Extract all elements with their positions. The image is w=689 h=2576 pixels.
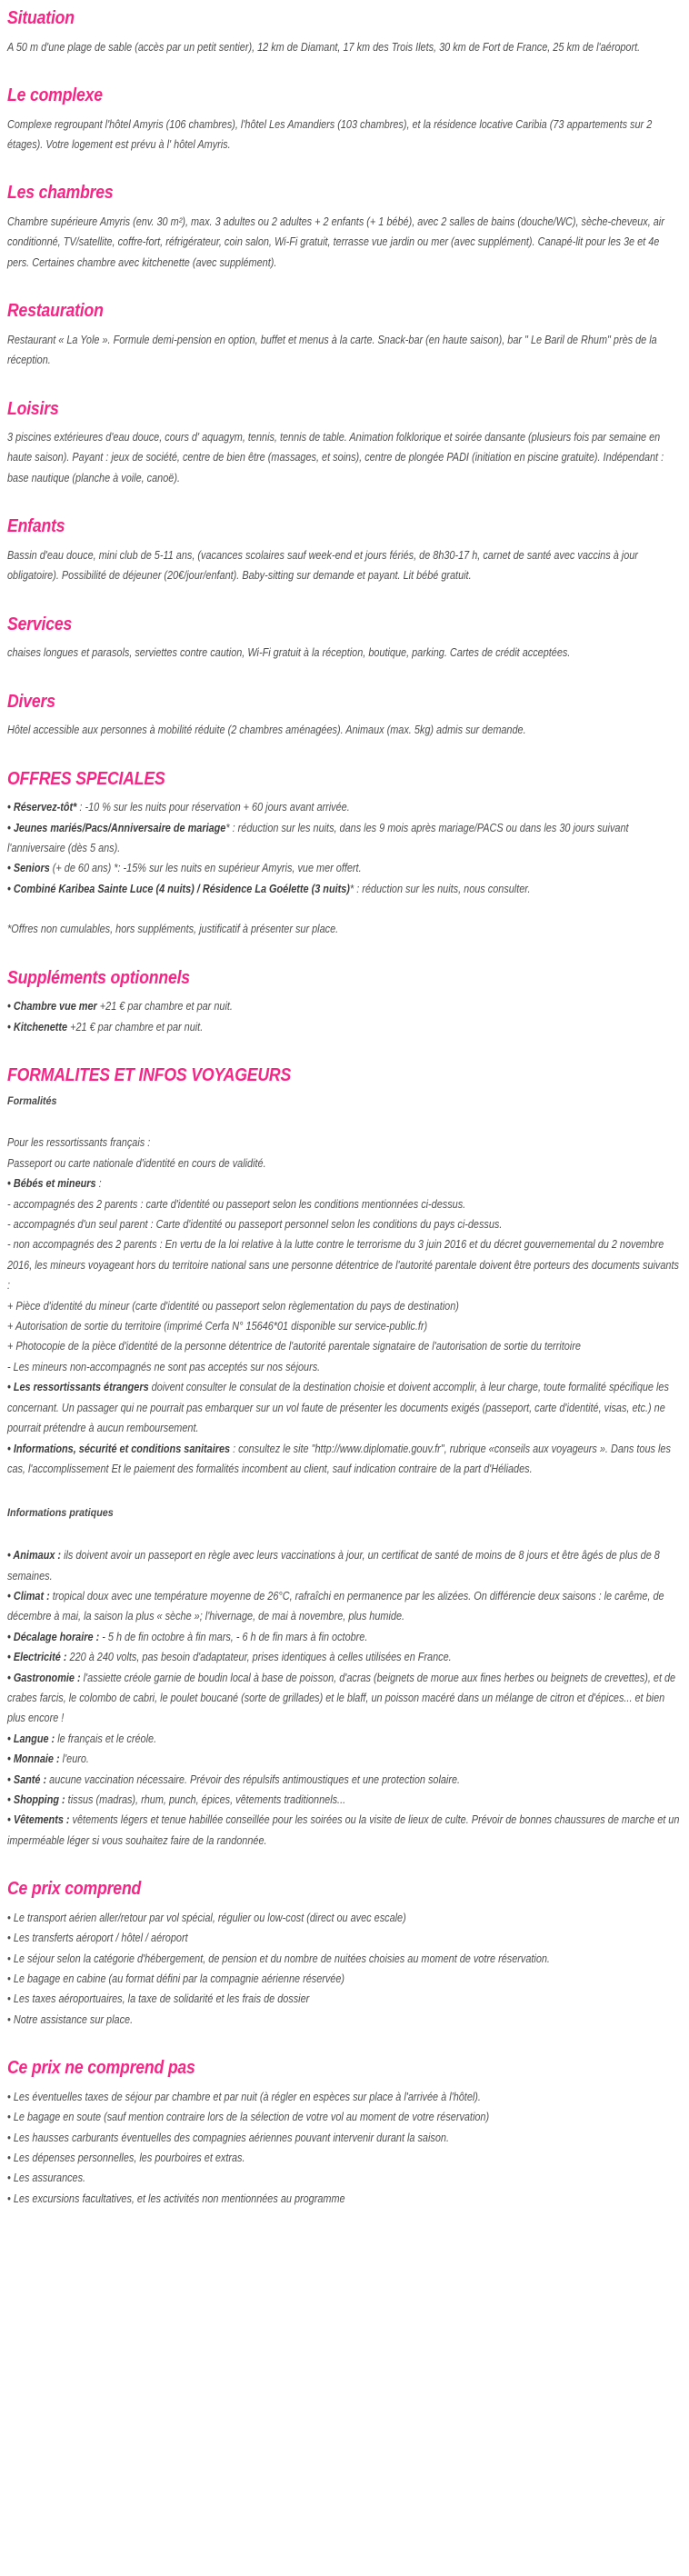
section-title-loisirs: Loisirs (7, 397, 59, 419)
prix-comprend-item: • Le bagage en cabine (au format défini par la compagnie aérienne réservée) (7, 1972, 345, 1986)
prix-comprend-item: • Le séjour selon la catégorie d'hébergement, de pension et du nombre de nuitées choisies au moment de votre réservation. (7, 1952, 550, 1965)
info-pratique-text: ils doivent avoir un passeport en règle avec leurs vaccinations à jour, un certificat de santé de moins de 8 jours et être âgés de plus de 8 semaines. (7, 1549, 660, 1583)
subsection-title-infos-pratiques: Informations pratiques (7, 1506, 114, 1520)
info-pratique-line (7, 1668, 681, 1729)
info-pratique-label: • Langue : (7, 1732, 55, 1745)
section-title-supplements: Suppléments optionnels (7, 966, 190, 988)
section-title-complexe: Le complexe (7, 84, 103, 105)
supplement-item-text: +21 € par chambre et par nuit. (96, 1000, 233, 1013)
prix-comprend-item: • Notre assistance sur place. (7, 2012, 134, 2026)
info-pratique-label: • Vêtements : (7, 1813, 70, 1827)
section-informations-pratiques (7, 1506, 682, 1851)
prix-ne-comprend-pas-item: • Le bagage en soute (sauf mention contraire lors de la sélection de votre vol au moment de votre réservation) (7, 2111, 490, 2124)
spacer (7, 741, 682, 768)
section-situation (7, 7, 682, 57)
enfants-paragraph: Bassin d'eau douce, mini club de 5-11 ans, (vacances scolaires sauf week-end et jours fériés, de 8h30-17 h, carnet de santé avec vaccins à jour obligatoire). Possibilité de déjeuner (20€/jour/enfant). Baby-sitting sur demande et payant. Lit bébé gratuit. (7, 548, 638, 583)
chambres-paragraph: Chambre supérieure Amyris (env. 30 m²), max. 3 adultes ou 2 adultes + 2 enfants (+ 1 bébé), avec 2 salles de bains (douche/WC), sèche-cheveux, air conditionné, TV/satellite, coffre-fort, réfrigérateur, coin salon, Wi-Fi gratuit, terrasse vue jardin ou mer (avec supplément). Canapé-lit pour les 3e et 4e pers. Certaines chambre avec kitchenette (avec supplément). (7, 215, 664, 269)
info-pratique-line (7, 1627, 681, 1647)
info-pratique-text: le français et le créole. (55, 1732, 157, 1745)
offre-item (7, 818, 681, 859)
spacer (7, 1851, 682, 1878)
section-complexe (7, 85, 682, 155)
prix-ne-comprend-pas-item: • Les assurances. (7, 2172, 86, 2185)
offre-item-text: * : réduction sur les nuits, nous consulter. (349, 882, 531, 895)
spacer (7, 155, 682, 182)
info-pratique-line (7, 1586, 681, 1627)
offre-item-label: • Jeunes mariés/Pacs/Anniversaire de mariage (7, 821, 226, 834)
formalite-line-label: • Informations, sécurité et conditions sanitaires (7, 1442, 231, 1455)
offre-item-label: • Combiné Karibea Sainte Luce (4 nuits) / Résidence La Goélette (3 nuits) (7, 882, 350, 895)
section-title-services: Services (7, 613, 73, 634)
section-restauration (7, 300, 682, 370)
formalite-line-text: Pour les ressortissants français : (7, 1136, 151, 1150)
section-chambres (7, 182, 682, 273)
section-enfants (7, 515, 682, 585)
info-pratique-line (7, 1647, 681, 1667)
formalite-line (7, 1377, 681, 1438)
offre-item-label: • Réservez-tôt* (7, 801, 77, 814)
section-title-restauration: Restauration (7, 300, 104, 322)
spacer (7, 2030, 682, 2057)
info-pratique-text: tissus (madras), rhum, punch, épices, vêtements traditionnels... (65, 1793, 346, 1807)
offre-item (7, 858, 681, 878)
formalite-line-text: - accompagnés des 2 parents : carte d'identité ou passeport selon les conditions mentionnées ci-dessus. (7, 1197, 466, 1211)
infos-pratiques-lines (7, 1545, 682, 1851)
spacer (7, 1525, 682, 1545)
section-title-prix-comprend: Ce prix comprend (7, 1878, 142, 1900)
section-divers (7, 691, 682, 741)
info-pratique-label: • Shopping : (7, 1793, 65, 1807)
info-pratique-text: tropical doux avec une température moyenne de 26°C, rafraîchi en permanence par les alizées. On différencie deux saisons : le carême, de décembre à mai, la saison la plus « sèche »; l'hivernage, de mai à novembre, plus humide. (7, 1590, 664, 1623)
formalite-line-label: • Bébés et mineurs (7, 1177, 96, 1191)
prix-ne-comprend-pas-item: • Les excursions facultatives, et les activités non mentionnées au programme (7, 2192, 345, 2205)
section-title-enfants: Enfants (7, 515, 65, 537)
section-loisirs (7, 398, 682, 489)
spacer (7, 1479, 682, 1506)
supplement-item-label: • Chambre vue mer (7, 1000, 97, 1013)
complexe-paragraph: Complexe regroupant l'hôtel Amyris (106 chambres), l'hôtel Les Amandiers (103 chambres), et la résidence locative Caribia (73 appartements sur 2 étages). Votre logement est prévu à l' hôtel Amyris. (7, 117, 653, 151)
formalite-line (7, 1439, 681, 1480)
spacer (7, 371, 682, 398)
section-title-chambres: Les chambres (7, 182, 114, 204)
formalite-line-text: : consultez le site "http://www.diplomatie.gouv.fr", rubrique «conseils aux voyageurs ». Dans tous les cas, l'accomplissement Et le paiement des formalités incombent au client, sauf indication contraire de la part d'Héliades. (7, 1442, 671, 1475)
section-title-formalites: FORMALITES ET INFOS VOYAGEURS (7, 1063, 292, 1085)
formalite-line-text: - Les mineurs non-accompagnés ne sont pas acceptés sur nos séjours. (7, 1360, 321, 1373)
supplement-item-text: +21 € par chambre et par nuit. (67, 1020, 204, 1033)
services-paragraph: chaises longues et parasols, serviettes contre caution, Wi-Fi gratuit à la réception, boutique, parking. Cartes de crédit acceptées. (7, 646, 571, 660)
section-prix-comprend (7, 1878, 682, 2030)
info-pratique-label: • Monnaie : (7, 1752, 60, 1766)
info-pratique-label: • Animaux : (7, 1549, 62, 1563)
formalite-line-text: - accompagnés d'un seul parent : Carte d'identité ou passeport personnel selon les conditions du pays ci-dessus. (7, 1218, 503, 1232)
formalite-line (7, 1316, 681, 1336)
info-pratique-line (7, 1749, 681, 1769)
offre-item (7, 797, 681, 817)
supplement-item (7, 996, 681, 1016)
section-supplements-optionnels (7, 967, 682, 1037)
section-offres-speciales (7, 768, 682, 940)
supplement-item-label: • Kitchenette (7, 1020, 68, 1033)
formalite-line-text: - non accompagnés des 2 parents : En vertu de la loi relative à la lutte contre le terrorisme du 3 juin 2016 et du décret gouvernemental du 2 novembre 2016, les mineurs voyageant hors du territoire national sans une personne détentrice de l'autorité parentale doivent être porteurs des documents suivants : (7, 1238, 679, 1293)
formalite-line-text: + Photocopie de la pièce d'identité de la personne détentrice de l'autorité parentale signataire de l'autorisation de sortie du territoire (7, 1340, 581, 1353)
info-pratique-line (7, 1545, 681, 1586)
offre-item (7, 879, 681, 899)
formalite-line (7, 1173, 681, 1193)
section-title-situation: Situation (7, 7, 75, 28)
subsection-title-formalites: Formalités (7, 1093, 57, 1107)
formalite-line (7, 1194, 681, 1214)
info-pratique-line (7, 1770, 681, 1790)
info-pratique-text: l'euro. (59, 1752, 89, 1766)
section-formalites (7, 1064, 682, 1479)
info-pratique-label: • Climat : (7, 1590, 50, 1603)
spacer (7, 57, 682, 85)
formalite-line-text: + Pièce d'identité du mineur (carte d'identité ou passeport selon règlementation du pays de destination) (7, 1299, 459, 1313)
info-pratique-text: vêtements légers et tenue habillée conseillée pour les soirées ou la visite de lieux de culte. Prévoir de bonnes chaussures de marche et un imperméable léger si vous souhaitez faire de la randonnée. (7, 1813, 680, 1847)
section-title-divers: Divers (7, 690, 55, 712)
section-services (7, 614, 682, 664)
prix-comprend-item: • Les taxes aéroportuaires, la taxe de solidarité et les frais de dossier (7, 1992, 310, 2006)
prix-comprend-item: • Le transport aérien aller/retour par vol spécial, régulier ou low-cost (direct ou avec escale) (7, 1911, 406, 1924)
formalite-line (7, 1133, 681, 1153)
info-pratique-label: • Décalage horaire : (7, 1630, 100, 1643)
info-pratique-label: • Electricité : (7, 1651, 67, 1664)
offre-item-text: : -10 % sur les nuits pour réservation + 60 jours avant arrivée. (76, 801, 350, 814)
formalite-line-text: Passeport ou carte nationale d'identité en cours de validité. (7, 1156, 266, 1170)
section-title-prix-ne-comprend-pas: Ce prix ne comprend pas (7, 2057, 195, 2079)
spacer (7, 1113, 682, 1133)
offre-item-text: * : réduction sur les nuits, dans les 9 mois après mariage/PACS ou dans les 30 jours suivant l'anniversaire (dès 5 ans). (7, 821, 629, 854)
prix-ne-comprend-pas-item: • Les éventuelles taxes de séjour par chambre et par nuit (à régler en espèces sur place à l'arrivée à l'hôtel). (7, 2090, 481, 2103)
spacer (7, 899, 682, 919)
formalite-line (7, 1336, 681, 1356)
formalite-line-text: + Autorisation de sortie du territoire (imprimé Cerfa N° 15646*01 disponible sur service-public.fr) (7, 1320, 428, 1333)
info-pratique-line (7, 1790, 681, 1810)
formalite-line-label: • Les ressortissants étrangers (7, 1381, 149, 1394)
info-pratique-line (7, 1729, 681, 1749)
loisirs-paragraph: 3 piscines extérieures d'eau douce, cours d' aquagym, tennis, tennis de table. Animation folklorique et soirée dansante (plusieurs fois par semaine en haute saison). Payant : jeux de société, centre de bien être (massages, et soins), centre de plongée PADI (initiation en piscine gratuite). Indépendant : base nautique (planche à voile, canoë). (7, 431, 664, 484)
restauration-paragraph: Restaurant « La Yole ». Formule demi-pension en option, buffet et menus à la carte. Snack-bar (en haute saison), bar " Le Baril de Rhum" près de la réception. (7, 333, 657, 367)
prix-comprend-item: • Les transferts aéroport / hôtel / aéroport (7, 1932, 188, 1945)
spacer (7, 273, 682, 300)
spacer (7, 488, 682, 515)
divers-paragraph: Hôtel accessible aux personnes à mobilité réduite (2 chambres aménagées). Animaux (max. 5kg) admis sur demande. (7, 724, 526, 737)
offre-item-label: • Seniors (7, 862, 50, 875)
prix-ne-comprend-pas-item: • Les hausses carburants éventuelles des compagnies aériennes pouvant intervenir durant la saison. (7, 2131, 449, 2144)
info-pratique-label: • Gastronomie : (7, 1671, 81, 1684)
info-pratique-text: aucune vaccination nécessaire. Prévoir des répulsifs antimoustiques et une protection solaire. (46, 1772, 461, 1786)
formalite-line (7, 1214, 681, 1234)
info-pratique-text: l'assiette créole garnie de boudin local à base de poisson, d'acras (beignets de morue aux fines herbes ou beignets de crevettes), et de crabes farcis, le colombo de cabri, le poulet boucané (sorte de grillades) et le blaff, un poisson macéré dans un mélange de citron et d'épices... et bien plus encore ! (7, 1671, 676, 1725)
situation-paragraph: A 50 m d'une plage de sable (accès par un petit sentier), 12 km de Diamant, 17 km des Trois Ilets, 30 km de Fort de France, 25 km de l'aéroport. (7, 40, 641, 54)
info-pratique-label: • Santé : (7, 1772, 47, 1786)
formalite-line (7, 1153, 681, 1173)
section-title-offres-speciales: OFFRES SPECIALES (7, 767, 165, 789)
info-pratique-text: - 5 h de fin octobre à fin mars, - 6 h de fin mars à fin octobre. (99, 1630, 368, 1643)
spacer (7, 664, 682, 691)
formalite-line (7, 1296, 681, 1316)
prix-ne-comprend-pas-item: • Les dépenses personnelles, les pourboires et extras. (7, 2152, 245, 2165)
supplement-item (7, 1017, 681, 1037)
info-pratique-line (7, 1810, 681, 1851)
formalite-line-text: : (95, 1177, 102, 1191)
info-pratique-text: 220 à 240 volts, pas besoin d'adaptateur, prises identiques à celles utilisées en France. (66, 1651, 452, 1664)
spacer (7, 586, 682, 614)
offres-footnote: *Offres non cumulables, hors suppléments, justificatif à présenter sur place. (7, 923, 339, 936)
offres-speciales-list (7, 797, 682, 899)
spacer (7, 1037, 682, 1064)
formalites-lines (7, 1133, 682, 1479)
section-prix-ne-comprend-pas (7, 2057, 682, 2209)
offre-item-text: (+ de 60 ans) *: -15% sur les nuits en supérieur Amyris, vue mer offert. (49, 862, 362, 875)
formalite-line (7, 1234, 681, 1295)
formalite-line-text: doivent consulter le consulat de la destination choisie et doivent accomplir, à leur charge, toute formalité spécifique les concernant. Un passager qui ne pourrait pas embarquer sur un vol faute de présenter les documents exigés (passeport, carte d'identité, visas, etc.) ne pourrait prétendre à aucun remboursement. (7, 1381, 669, 1435)
formalite-line (7, 1357, 681, 1377)
spacer (7, 940, 682, 967)
